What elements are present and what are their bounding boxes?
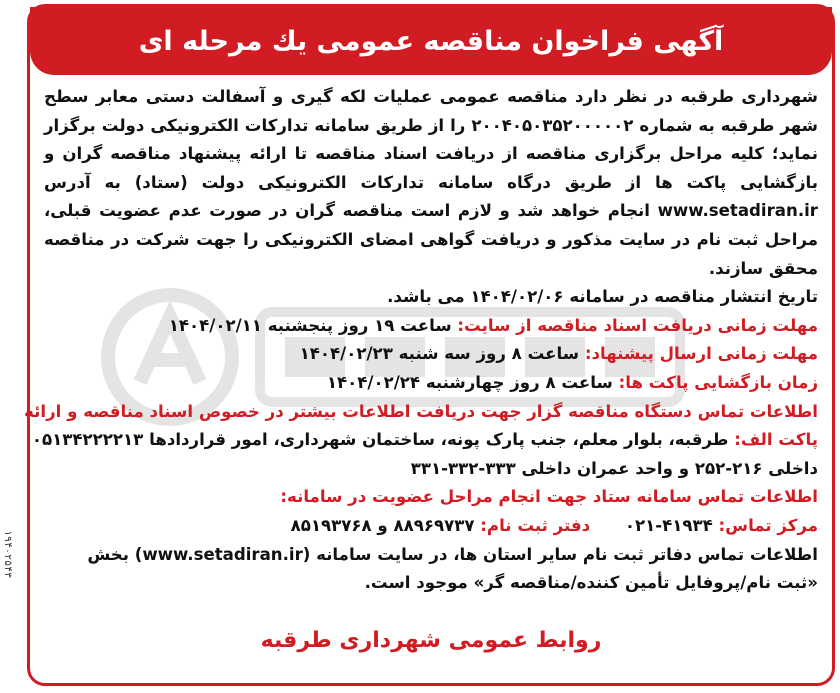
- registration-office-label: دفتر ثبت نام:: [480, 515, 591, 535]
- setad-heading: اطلاعات تماس سامانه ستاد جهت انجام مراحل عضویت در سامانه:: [280, 487, 818, 507]
- call-center-label: مرکز تماس:: [718, 515, 818, 535]
- opening-time-label: زمان بازگشایی پاکت ها:: [618, 372, 818, 392]
- deadline-submit-value: ساعت ۸ روز سه شنبه ۱۴۰۴/۰۲/۲۳: [299, 344, 580, 364]
- contact-heading: اطلاعات تماس دستگاه مناقصه گزار جهت دریافت اطلاعات بیشتر در خصوص اسناد مناقصه و ارائه: [24, 401, 818, 421]
- intro-line: شهرداری طرقبه در نظر دارد مناقصه عمومی عملیات لکه گیری و آسفالت دستی معابر سطح شهر: [44, 87, 818, 135]
- setad-phones: [44, 512, 818, 541]
- footer-signature: روابط عمومی شهرداری طرقبه: [260, 628, 602, 653]
- website-link[interactable]: www.setadiran.ir: [657, 201, 818, 221]
- registration-office-value: ۸۸۹۶۹۷۳۷ و ۸۵۱۹۳۷۶۸: [290, 515, 475, 535]
- provinces-info: اطلاعات تماس دفاتر ثبت نام سایر استان ها، در سایت سامانه (www.setadiran.ir) بخش: [87, 544, 818, 564]
- profile-info: «ثبت نام/پروفایل تأمین کننده/مناقصه گر» موجود است.: [364, 573, 818, 593]
- call-center-value: ۴۱۹۳۴-۰۲۱: [624, 515, 713, 535]
- intro-line: طرقبه به شماره ۲۰۰۴۰۵۰۳۵۲۰۰۰۰۰۲ را از طریق سامانه تدارکات الکترونیکی دولت برگزار نماید؛: [44, 115, 818, 164]
- deadline-receive-value: ساعت ۱۹ روز پنجشنبه ۱۴۰۴/۰۲/۱۱: [168, 315, 452, 335]
- notice-title: آگهی فراخوان مناقصه عمومی یك مرحله ای: [138, 25, 724, 57]
- contact-internal: داخلی ۲۱۶-۲۵۲ و واحد عمران داخلی ۳۳۳-۳۳۲-۳۳۱: [410, 458, 818, 478]
- opening-time: [44, 369, 818, 398]
- intro-line: مذکور و دریافت گواهی امضای الکترونیکی را جهت شرکت در مناقصه محقق سازند.: [44, 229, 818, 278]
- deadline-submit: [44, 340, 818, 369]
- opening-time-value: ساعت ۸ روز چهارشنبه ۱۴۰۴/۰۲/۲۴: [326, 372, 613, 392]
- side-code: ۱۹۴۰۲۵۴۳: [2, 530, 13, 579]
- intro-line: انجام خواهد شد و لازم است مناقصه گران در صورت عدم عضویت قبلی، مراحل ثبت نام در سایت: [44, 201, 818, 249]
- header-banner: [30, 7, 832, 75]
- intro-line: کلیه مراحل برگزاری مناقصه از دریافت اسناد مناقصه تا ارائه پیشنهاد مناقصه گران و بازگشایی: [44, 144, 818, 192]
- contact-alef-value: طرقبه، بلوار معلم، جنب پارک پونه، ساختمان شهرداری، امور قراردادها ۰۵۱۳۴۲۲۲۲۱۳: [31, 430, 729, 450]
- intro-paragraph: [44, 83, 818, 283]
- notice-body: [24, 83, 818, 598]
- contact-alef-label: پاکت الف:: [734, 430, 818, 450]
- deadline-receive-label: مهلت زمانی دریافت اسناد مناقصه از سایت:: [457, 315, 818, 335]
- deadline-submit-label: مهلت زمانی ارسال پیشنهاد:: [584, 344, 818, 364]
- deadline-receive: [44, 312, 818, 341]
- publish-date: تاریخ انتشار مناقصه در سامانه ۱۴۰۴/۰۲/۰۶ می باشد.: [387, 287, 818, 307]
- intro-line: پاکت ها از طریق درگاه سامانه تدارکات الکترونیکی دولت (ستاد) به آدرس: [44, 172, 727, 192]
- notice-frame: [24, 4, 835, 686]
- contact-alef: [31, 426, 818, 455]
